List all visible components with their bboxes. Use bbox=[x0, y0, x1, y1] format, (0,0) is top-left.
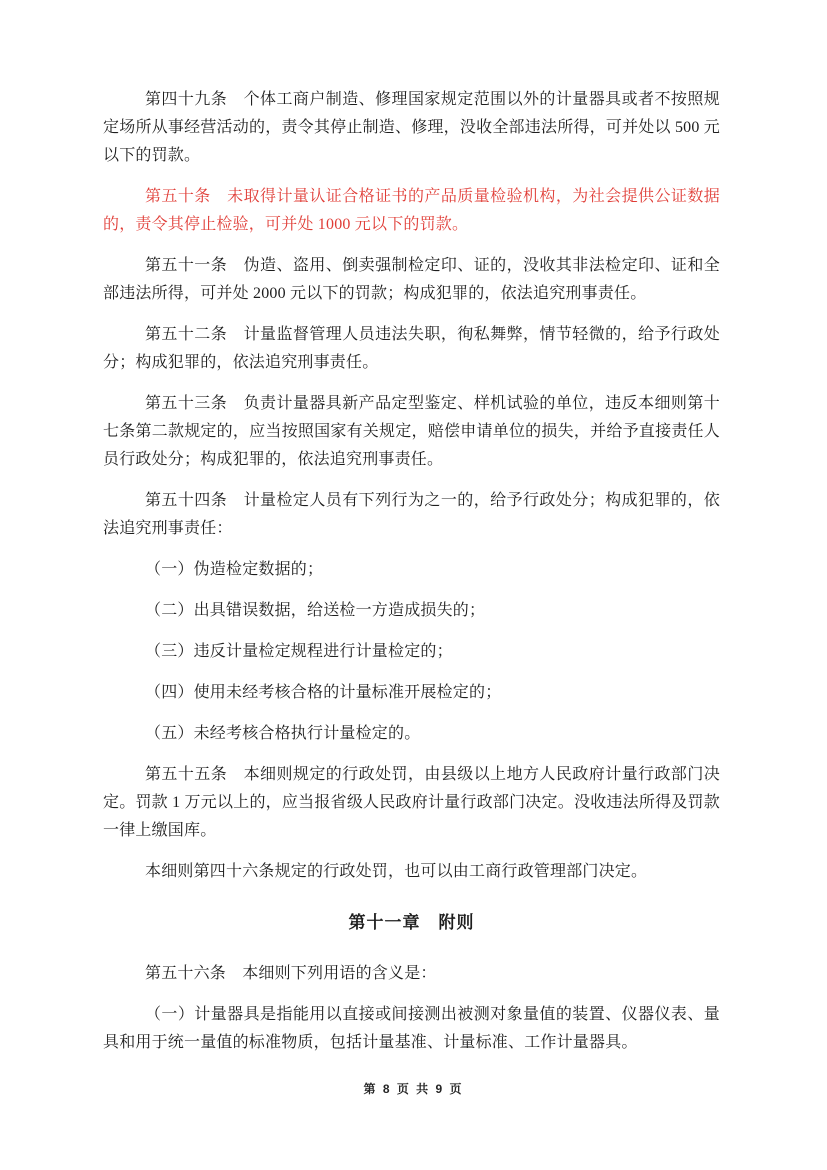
article-54-item-1: （一）伪造检定数据的； bbox=[145, 561, 324, 578]
article-54-paragraph: 第五十四条 计量检定人员有下列行为之一的，给予行政处分；构成犯罪的，依法追究刑事责任： bbox=[103, 492, 720, 537]
article-54-item-3: （三）违反计量检定规程进行计量检定的； bbox=[145, 643, 453, 660]
article-54-item-2: （二）出具错误数据，给送检一方造成损失的； bbox=[145, 602, 486, 619]
article-56-paragraph: 第五十六条 本细则下列用语的含义是： bbox=[145, 965, 437, 982]
document-content bbox=[103, 86, 720, 1070]
chapter-11-heading: 第十一章 附则 bbox=[348, 913, 475, 932]
article-56-definition-1: （一）计量器具是指能用以直接或间接测出被测对象量值的装置、仪器仪表、量具和用于统一量值的标准物质，包括计量基准、计量标准、工作计量器具。 bbox=[103, 1006, 720, 1051]
article-54-item-4: （四）使用未经考核合格的计量标准开展检定的； bbox=[145, 684, 502, 701]
article-49-paragraph: 第四十九条 个体工商户制造、修理国家规定范围以外的计量器具或者不按照规定场所从事经营活动的，责令其停止制造、修理，没收全部违法所得，可并处以 500 元以下的罚款。 bbox=[103, 91, 720, 164]
article-51-paragraph: 第五十一条 伪造、盗用、倒卖强制检定印、证的，没收其非法检定印、证和全部违法所得，可并处 2000 元以下的罚款；构成犯罪的，依法追究刑事责任。 bbox=[103, 257, 720, 302]
page-number-footer: 第 8 页 共 9 页 bbox=[363, 1082, 464, 1096]
article-55-paragraph: 第五十五条 本细则规定的行政处罚，由县级以上地方人民政府计量行政部门决定。罚款 1 万元以上的，应当报省级人民政府计量行政部门决定。没收违法所得及罚款一律上缴国库。 bbox=[103, 766, 720, 839]
article-50-paragraph-highlighted: 第五十条 未取得计量认证合格证书的产品质量检验机构，为社会提供公证数据的，责令其停止检验，可并处 1000 元以下的罚款。 bbox=[103, 188, 720, 233]
article-53-paragraph: 第五十三条 负责计量器具新产品定型鉴定、样机试验的单位，违反本细则第十七条第二款规定的，应当按照国家有关规定，赔偿申请单位的损失，并给予直接责任人员行政处分；构成犯罪的，依法追究刑事责任。 bbox=[103, 395, 720, 468]
article-52-paragraph: 第五十二条 计量监督管理人员违法失职，徇私舞弊，情节轻微的，给予行政处分；构成犯罪的，依法追究刑事责任。 bbox=[103, 326, 720, 371]
article-54-item-5: （五）未经考核合格执行计量检定的。 bbox=[145, 725, 421, 742]
article-46-note-paragraph: 本细则第四十六条规定的行政处罚，也可以由工商行政管理部门决定。 bbox=[145, 863, 648, 880]
